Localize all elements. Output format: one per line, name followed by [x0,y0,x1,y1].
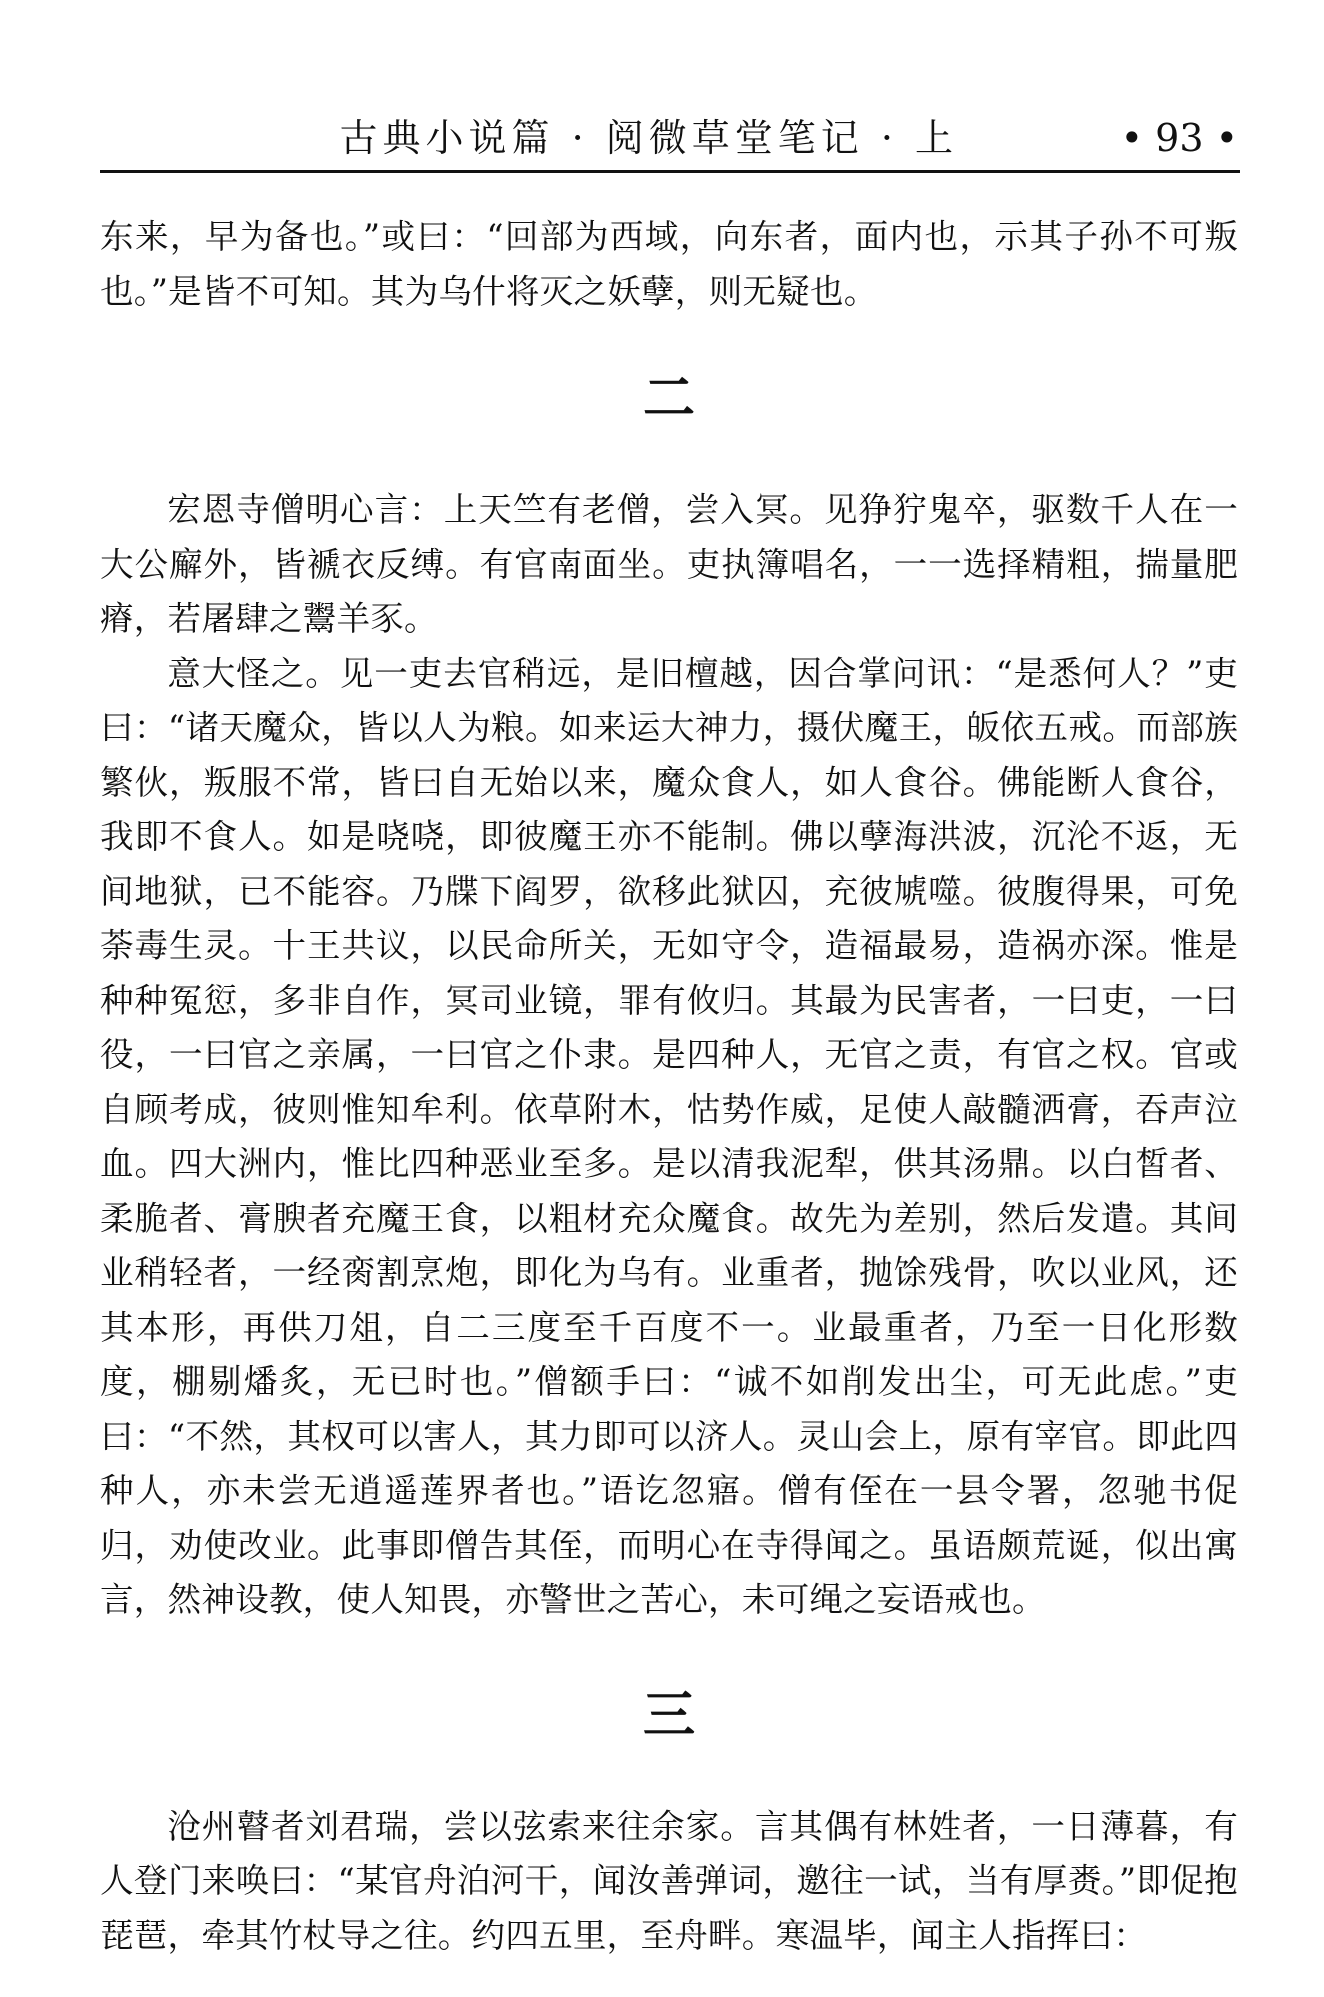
section-heading-two: 二 [642,369,695,429]
continued-paragraph: 东来，早为备也。”或曰：“回部为西域，向东者，面内也，示其子孙不可叛也。”是皆不可知。其为乌什将灭之妖孽，则无疑也。 [100,217,1238,311]
paragraph: 宏恩寺僧明心言：上天竺有老僧，尝入冥。见狰狞鬼卒，驱数千人在一大公廨外，皆褫衣反缚。有官南面坐。吏执簿唱名，一一选择精粗，揣量肥瘠，若屠肆之鬻羊豕。 [100,490,1238,638]
section-heading-three: 三 [642,1685,695,1746]
paragraph: 沧州瞽者刘君瑞，尝以弦索来往余家。言其偶有林姓者，一日薄暮，有人登门来唤曰：“某官舟泊河干，闻汝善弹词，邀往一试，当有厚赉。”即促抱琵琶，牵其竹杖导之往。约四五里，至舟畔。寒温毕，闻主人指挥曰： [100,1806,1238,1955]
running-title: 古典小说篇 · 阅微草堂笔记 · 上 [339,116,958,160]
page-number: • 93 • [1120,116,1238,160]
paragraph: 意大怪之。见一吏去官稍远，是旧檀越，因合掌问讯：“是悉何人？”吏曰：“诸天魔众，皆以人为粮。如来运大神力，摄伏魔王，皈依五戒。而部族繁伙，叛服不常，皆曰自无始以来，魔众食人，如人食谷。佛能断人食谷，我即不食人。如是哓哓，即彼魔王亦不能制。佛以孽海洪波，沉沦不返，无间地狱，已不能容。乃牒下阎罗，欲移此狱囚，充彼虓噬。彼腹得果，可免荼毒生灵。十王共议，以民命所关，无如守令，造福最易，造祸亦深。惟是种种冤愆，多非自作，冥司业镜，罪有攸归。其最为民害者，一曰吏，一曰役，一曰官之亲属，一曰官之仆隶。是四种人，无官之责，有官之权。官或自顾考成，彼则惟知牟利。依草附木，怙势作威，足使人敲髓洒膏，吞声泣血。四大洲内，惟比四种恶业至多。是以清我泥犁，供其汤鼎。以白皙者、柔脆者、膏腴者充魔王食，以粗材充众魔食。故先为差别，然后发遣。其间业稍轻者，一经脔割烹炮，即化为乌有。业重者，抛馀残骨，吹以业风，还其本形，再供刀俎，自二三度至千百度不一。业最重者，乃至一日化形数度，棚剔燔炙，无已时也。”僧额手曰：“诚不如削发出尘，可无此虑。”吏曰：“不然，其权可以害人，其力即可以济人。灵山会上，原有宰官。即此四种人，亦未尝无逍遥莲界者也。”语讫忽寤。僧有侄在一县令署，忽驰书促归，劝使改业。此事即僧告其侄，而明心在寺得闻之。虽语颇荒诞，似出寓言，然神设教，使人知畏，亦警世之苦心，未可绳之妄语戒也。 [100,653,1238,1619]
page-body [100,210,1238,1963]
running-header [100,108,1238,172]
header-rule [100,170,1240,173]
